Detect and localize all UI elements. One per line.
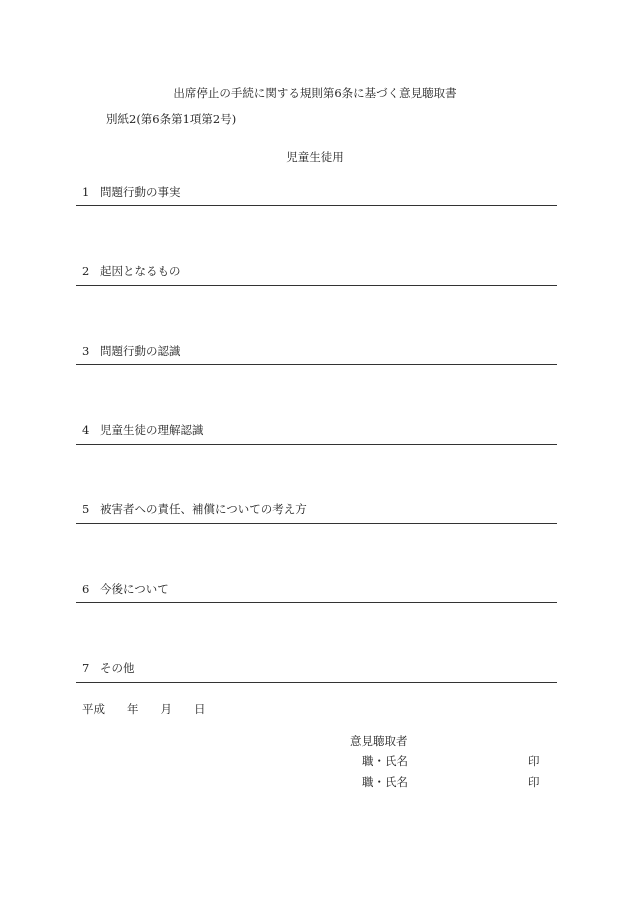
section-number: 6 xyxy=(82,582,90,596)
section-number: 5 xyxy=(82,502,90,516)
seal-label: 印 xyxy=(528,754,540,768)
date-day-label: 日 xyxy=(194,702,206,716)
section-heading xyxy=(82,504,307,516)
section-label: 被害者への責任、補償についての考え方 xyxy=(100,502,307,516)
document-title: 出席停止の手続に関する規則第6条に基づく意見聴取書 xyxy=(173,86,457,100)
section-number: 3 xyxy=(82,344,90,358)
section-rule xyxy=(76,285,557,286)
signature-name-label: 職・氏名 xyxy=(362,754,408,768)
section-label: 起因となるもの xyxy=(100,264,181,278)
section-rule xyxy=(76,205,557,206)
section-rule xyxy=(76,523,557,524)
section-heading xyxy=(82,187,181,199)
section-label: 児童生徒の理解認識 xyxy=(100,423,204,437)
section-number: 1 xyxy=(82,185,90,199)
section-rule xyxy=(76,364,557,365)
section-rule xyxy=(76,602,557,603)
section-heading xyxy=(82,663,135,675)
seal-label: 印 xyxy=(528,775,540,789)
section-heading xyxy=(82,266,181,278)
hearer-label: 意見聴取者 xyxy=(350,734,408,748)
section-label: 問題行動の事実 xyxy=(100,185,181,199)
section-label: 今後について xyxy=(100,582,169,596)
form-subject: 児童生徒用 xyxy=(286,150,344,164)
section-number: 4 xyxy=(82,423,90,437)
section-rule xyxy=(76,444,557,445)
date-year-label: 年 xyxy=(127,702,139,716)
section-number: 7 xyxy=(82,661,90,675)
section-heading xyxy=(82,425,204,437)
date-month-label: 月 xyxy=(160,702,172,716)
section-number: 2 xyxy=(82,264,90,278)
signature-name-label: 職・氏名 xyxy=(362,775,408,789)
section-heading xyxy=(82,584,169,596)
date-line xyxy=(82,704,206,716)
section-label: 問題行動の認識 xyxy=(100,344,181,358)
section-rule xyxy=(76,682,557,683)
section-label: その他 xyxy=(100,661,135,675)
form-reference: 別紙2(第6条第1項第2号) xyxy=(106,112,237,126)
section-heading xyxy=(82,346,181,358)
date-era: 平成 xyxy=(82,702,105,716)
